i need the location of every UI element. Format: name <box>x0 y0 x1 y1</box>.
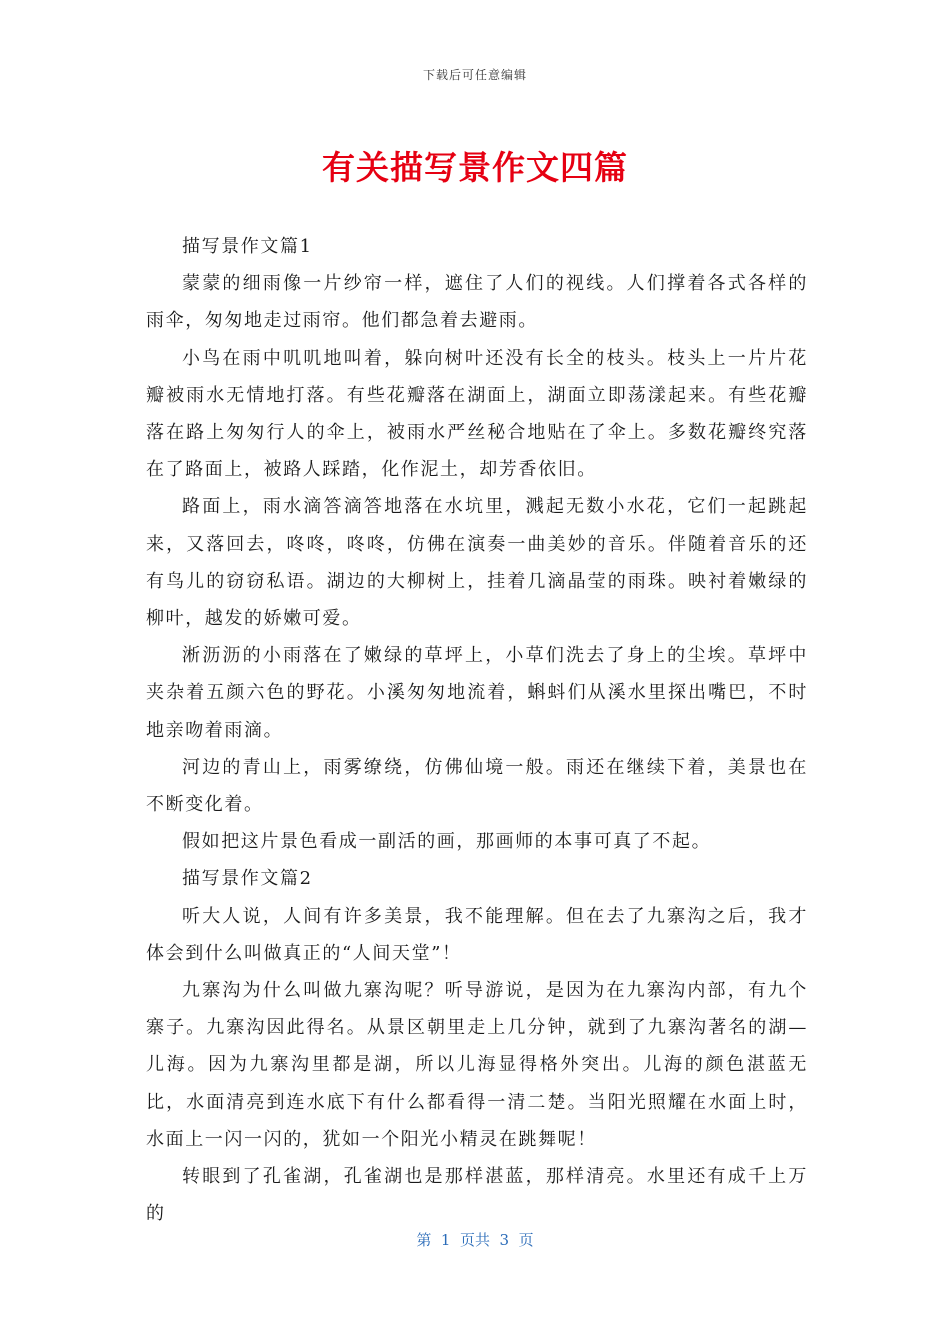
section-heading-2: 描写景作文篇2 <box>182 868 313 890</box>
document-body <box>146 228 808 1232</box>
paragraph: 路面上，雨水滴答滴答地落在水坑里，溅起无数小水花，它们一起跳起来，又落回去，咚咚，咚咚，仿佛在演奏一曲美妙的音乐。伴随着音乐的还有鸟儿的窃窃私语。湖边的大柳树上，挂着几滴晶莹的雨珠。映衬着嫩绿的柳叶，越发的娇嫩可爱。 <box>146 496 808 630</box>
paragraph: 转眼到了孔雀湖，孔雀湖也是那样湛蓝，那样清亮。水里还有成千上万的 <box>146 1166 808 1225</box>
document-title: 有关描写景作文四篇 <box>322 148 628 187</box>
page-header-note: 下载后可任意编辑 <box>422 68 527 82</box>
paragraph: 小鸟在雨中叽叽地叫着，躲向树叶还没有长全的枝头。枝头上一片片花瓣被雨水无情地打落。有些花瓣落在湖面上，湖面立即荡漾起来。有些花瓣落在路上匆匆行人的伞上，被雨水严丝秘合地贴在了伞上。多数花瓣终究落在了路面上，被路人踩踏，化作泥土，却芳香依旧。 <box>146 347 808 481</box>
paragraph: 九寨沟为什么叫做九寨沟呢？听导游说，是因为在九寨沟内部，有九个寨子。九寨沟因此得名。从景区朝里走上几分钟，就到了九寨沟著名的湖—儿海。因为九寨沟里都是湖，所以儿海显得格外突出。儿海的颜色湛蓝无比，水面清亮到连水底下有什么都看得一清二楚。当阳光照耀在水面上时，水面上一闪一闪的，犹如一个阳光小精灵在跳舞呢！ <box>146 980 808 1150</box>
paragraph: 河边的青山上，雨雾缭绕，仿佛仙境一般。雨还在继续下着，美景也在不断变化着。 <box>146 756 808 816</box>
paragraph: 听大人说，人间有许多美景，我不能理解。但在去了九寨沟之后，我才体会到什么叫做真正的“人间天堂”！ <box>146 905 808 964</box>
page-number-footer: 第 1 页共 3 页 <box>416 1231 534 1249</box>
paragraph: 淅沥沥的小雨落在了嫩绿的草坪上，小草们洗去了身上的尘埃。草坪中夹杂着五颜六色的野花。小溪匆匆地流着，蝌蚪们从溪水里探出嘴巴，不时地亲吻着雨滴。 <box>146 645 808 741</box>
paragraph: 蒙蒙的细雨像一片纱帘一样，遮住了人们的视线。人们撑着各式各样的雨伞，匆匆地走过雨帘。他们都急着去避雨。 <box>146 273 808 332</box>
paragraph: 假如把这片景色看成一副活的画，那画师的本事可真了不起。 <box>182 831 712 853</box>
section-heading-1: 描写景作文篇1 <box>182 236 313 257</box>
